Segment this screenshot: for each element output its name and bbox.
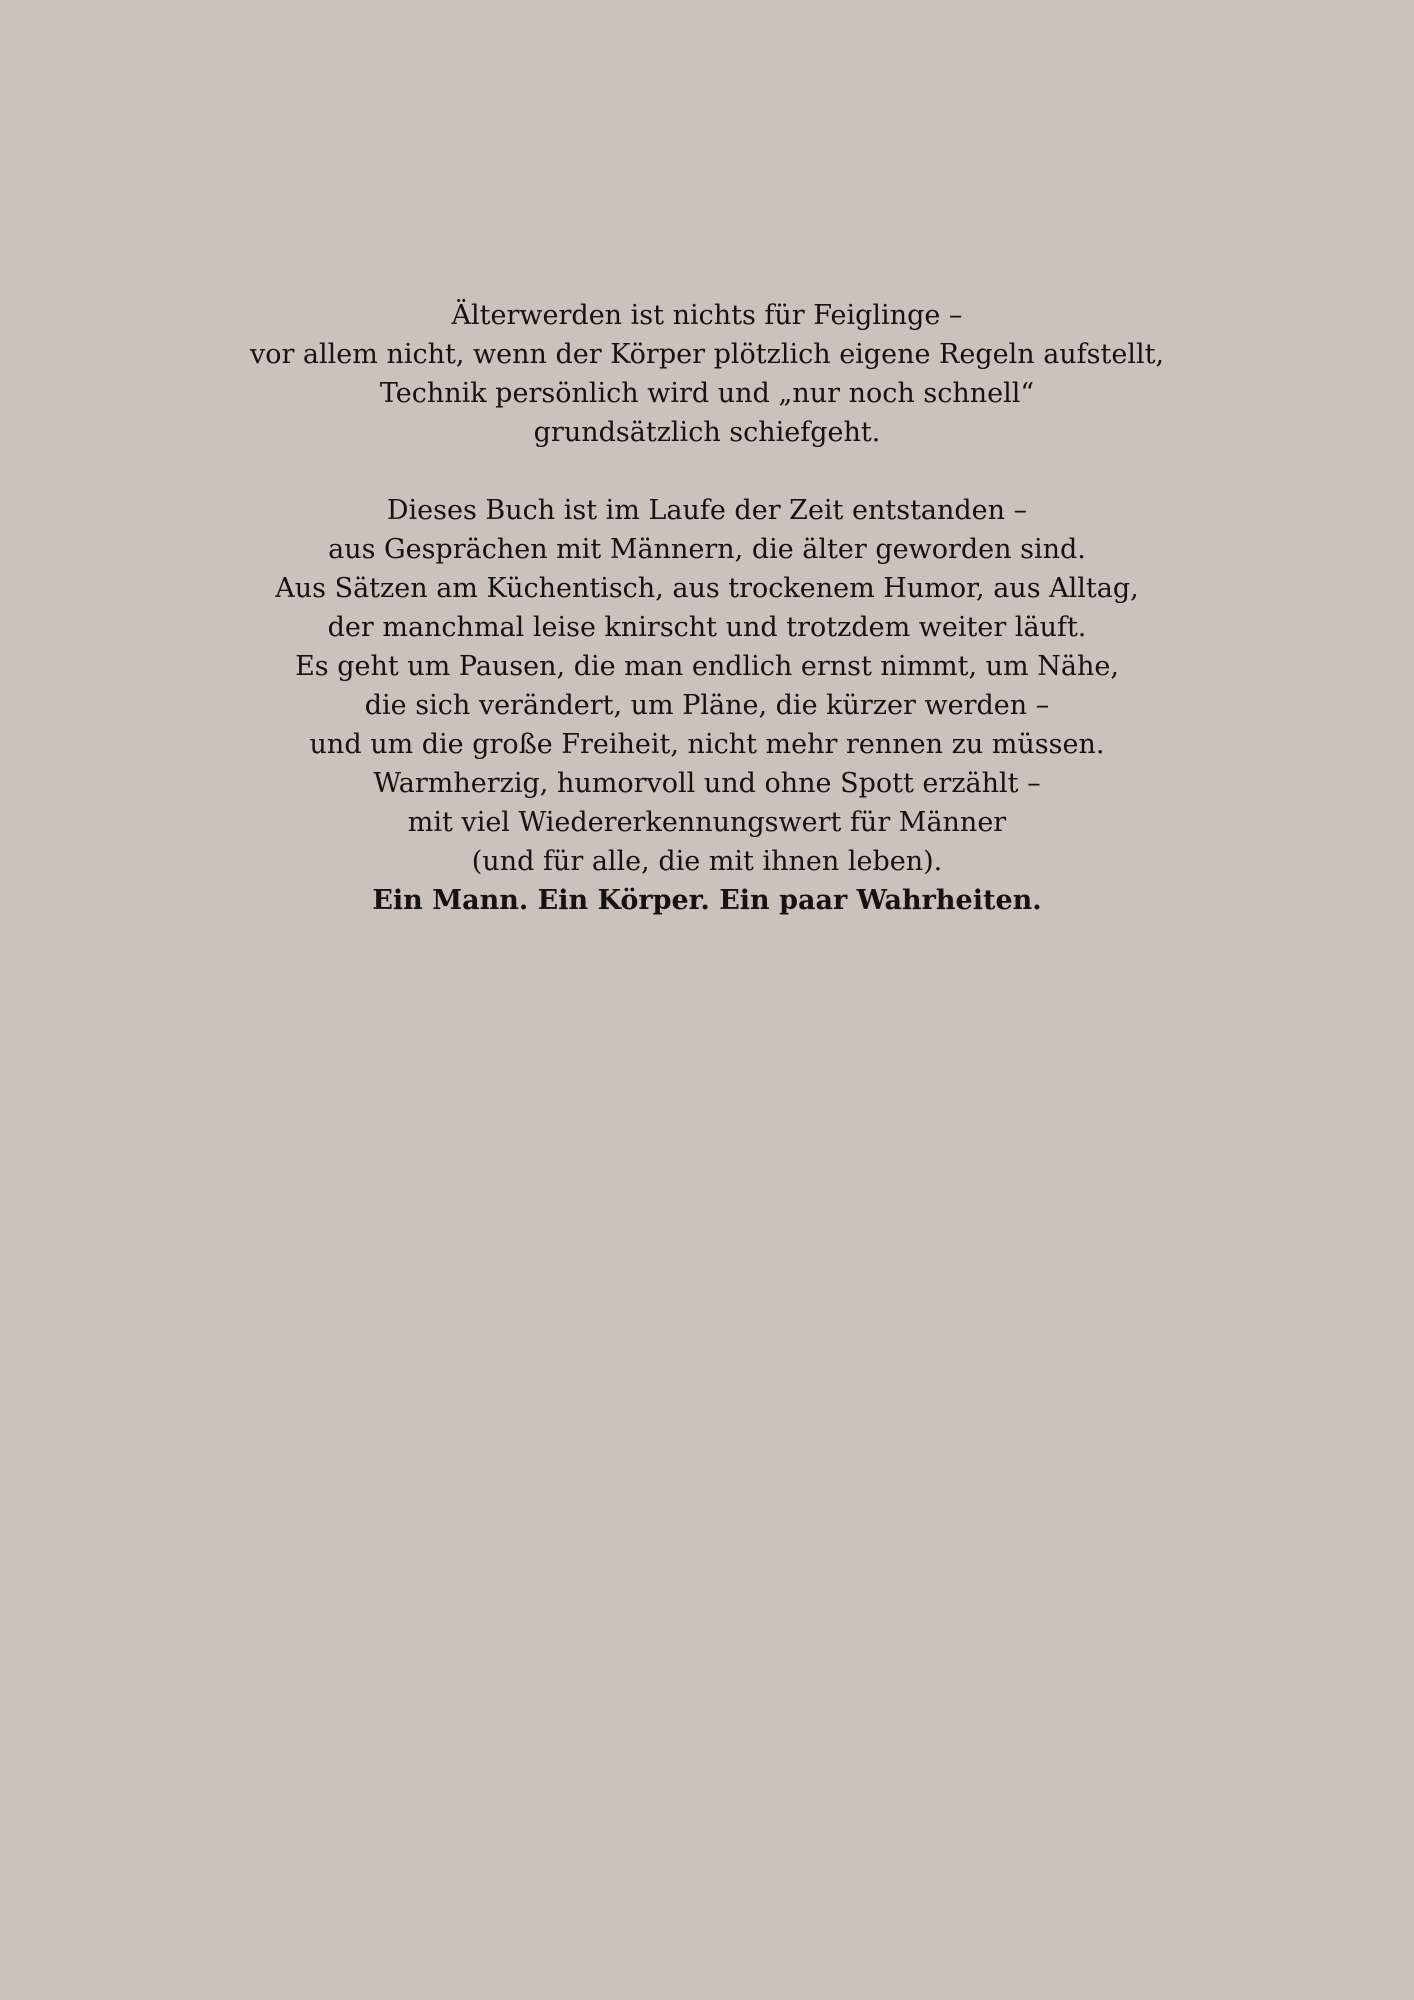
intro-line: Technik persönlich wird und „nur noch schnell“ bbox=[379, 378, 1035, 409]
body-line: (und für alle, die mit ihnen leben). bbox=[471, 846, 943, 877]
tagline: Ein Mann. Ein Körper. Ein paar Wahrheiten. bbox=[372, 885, 1042, 916]
body-line: aus Gesprächen mit Männern, die älter geworden sind. bbox=[328, 534, 1086, 565]
body-line: mit viel Wiedererkennungswert für Männer bbox=[407, 807, 1007, 838]
back-cover-text bbox=[157, 296, 1257, 920]
body-line: Dieses Buch ist im Laufe der Zeit entstanden – bbox=[386, 495, 1028, 526]
intro-line: Älterwerden ist nichts für Feiglinge – bbox=[451, 300, 963, 331]
paragraph-gap bbox=[157, 452, 1257, 491]
body-line: und um die große Freiheit, nicht mehr rennen zu müssen. bbox=[309, 729, 1105, 760]
body-line: Warmherzig, humorvoll und ohne Spott erzählt – bbox=[373, 768, 1041, 799]
body-line: Aus Sätzen am Küchentisch, aus trockenem Humor, aus Alltag, bbox=[275, 573, 1139, 604]
intro-line: vor allem nicht, wenn der Körper plötzlich eigene Regeln aufstellt, bbox=[249, 339, 1165, 370]
body-line: Es geht um Pausen, die man endlich ernst nimmt, um Nähe, bbox=[295, 651, 1119, 682]
body-line: die sich verändert, um Pläne, die kürzer werden – bbox=[364, 690, 1050, 721]
body-line: der manchmal leise knirscht und trotzdem weiter läuft. bbox=[327, 612, 1087, 643]
intro-line: grundsätzlich schiefgeht. bbox=[533, 417, 881, 448]
